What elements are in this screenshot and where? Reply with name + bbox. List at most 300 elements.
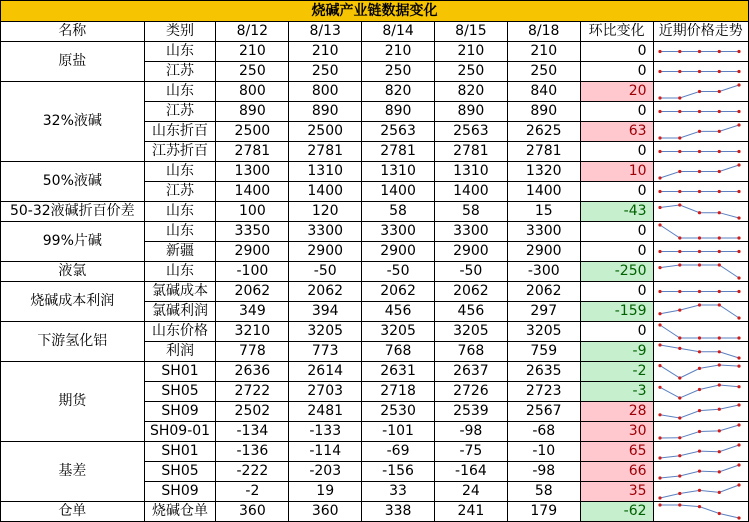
sparkline-point [737,123,740,126]
sparkline-point [678,136,681,139]
sparkline-point [658,150,661,153]
value-cell: 210 [434,42,507,62]
sparkline-point [658,250,661,253]
value-cell: 210 [507,42,580,62]
sparkline-point [658,223,661,226]
trend-sparkline-cell [653,502,748,522]
value-cell: 349 [216,302,289,322]
value-cell: 210 [216,42,289,62]
sparkline-point [658,503,661,506]
trend-sparkline [654,462,745,481]
change-cell: 10 [580,162,653,182]
change-cell: 0 [580,42,653,62]
sparkline-point [658,136,661,139]
value-cell: 210 [289,42,362,62]
value-cell: -203 [289,462,362,482]
category-cell: 江苏折百 [144,142,216,162]
change-cell: -159 [580,302,653,322]
sparkline-point [678,110,681,113]
trend-sparkline-cell [653,322,748,342]
change-cell: 0 [580,222,653,242]
sparkline-point [658,386,661,389]
header-date: 8/18 [507,22,580,42]
sparkline-point [697,367,700,370]
trend-sparkline-cell [653,362,748,382]
sparkline-point [678,150,681,153]
sparkline-point [737,463,740,466]
category-cell: SH09-01 [144,422,216,442]
value-cell: 2900 [434,242,507,262]
value-cell: 2636 [216,362,289,382]
sparkline-point [717,150,720,153]
sparkline-point [697,336,700,339]
sparkline-point [678,309,681,312]
sparkline-point [678,376,681,379]
sparkline-point [658,343,661,346]
sparkline-point [717,350,720,353]
sparkline-point [658,176,661,179]
sparkline-point [697,90,700,93]
sparkline-point [717,236,720,239]
category-cell: 氯碱成本 [144,282,216,302]
sparkline-point [678,347,681,350]
value-cell: 250 [362,62,435,82]
value-cell: 24 [434,482,507,502]
change-cell: 30 [580,422,653,442]
value-cell: 2062 [362,282,435,302]
category-cell: 江苏 [144,62,216,82]
value-cell: 778 [216,342,289,362]
sparkline-point [658,312,661,315]
header-row [1,22,749,42]
sparkline-point [717,491,720,494]
sparkline-point [717,130,720,133]
header-change: 环比变化 [580,22,653,42]
value-cell: 2625 [507,122,580,142]
trend-sparkline-cell [653,402,748,422]
sparkline-point [737,250,740,253]
trend-sparkline-cell [653,282,748,302]
sparkline-point [658,266,661,269]
value-cell: 820 [362,82,435,102]
sparkline-point [717,290,720,293]
value-cell: 2781 [216,142,289,162]
group-name-cell: 50-32液碱折百价差 [1,202,145,222]
sparkline-point [658,496,661,499]
change-cell: 0 [580,102,653,122]
sparkline-point [697,130,700,133]
value-cell: 1310 [434,162,507,182]
group-name-cell: 期货 [1,362,145,442]
value-cell: 2481 [289,402,362,422]
trend-sparkline [654,442,745,461]
sparkline-point [717,170,720,173]
sparkline-point [658,290,661,293]
value-cell: 33 [362,482,435,502]
category-cell: 山东 [144,42,216,62]
value-cell: 3210 [216,322,289,342]
value-cell: 360 [216,502,289,522]
change-cell: 20 [580,82,653,102]
trend-sparkline-cell [653,182,748,202]
value-cell: -68 [507,422,580,442]
value-cell: 360 [289,502,362,522]
sparkline-point [697,290,700,293]
table-row [1,362,749,382]
change-cell: -3 [580,382,653,402]
sparkline-point [697,470,700,473]
value-cell: 3300 [434,222,507,242]
trend-sparkline-cell [653,62,748,82]
sparkline-point [717,303,720,306]
sparkline-point [717,110,720,113]
value-cell: 1310 [362,162,435,182]
value-cell: -114 [289,442,362,462]
change-cell: 0 [580,322,653,342]
trend-sparkline [654,302,745,321]
value-cell: -98 [434,422,507,442]
sparkline-point [658,476,661,479]
category-cell: 山东 [144,82,216,102]
sparkline-point [737,443,740,446]
value-cell: 58 [434,202,507,222]
value-cell: 58 [362,202,435,222]
sparkline-point [658,190,661,193]
value-cell: 890 [289,102,362,122]
title-row [1,1,749,22]
value-cell: 2718 [362,382,435,402]
value-cell: 2722 [216,382,289,402]
sparkline-point [678,96,681,99]
value-cell: 2723 [507,382,580,402]
sparkline-point [658,50,661,53]
group-name-cell: 50%液碱 [1,162,145,202]
value-cell: -100 [216,262,289,282]
sparkline-point [697,110,700,113]
change-cell: -250 [580,262,653,282]
sparkline-point [697,263,700,266]
category-cell: SH09 [144,482,216,502]
sparkline-point [697,70,700,73]
sparkline-point [717,211,720,214]
value-cell: 890 [434,102,507,122]
sparkline-line [660,325,739,338]
sparkline-point [678,454,681,457]
trend-sparkline [654,182,745,201]
change-cell: 0 [580,62,653,82]
value-cell: -69 [362,442,435,462]
table-row [1,222,749,242]
value-cell: 2502 [216,402,289,422]
sparkline-point [737,403,740,406]
sparkline-point [678,290,681,293]
value-cell: 2563 [434,122,507,142]
sparkline-point [717,363,720,366]
value-cell: -50 [434,262,507,282]
category-cell: 新疆 [144,242,216,262]
change-cell: -43 [580,202,653,222]
change-cell: 0 [580,142,653,162]
sparkline-point [697,409,700,412]
sparkline-point [658,110,661,113]
sparkline-point [717,250,720,253]
sparkline-point [737,483,740,486]
group-name-cell: 烧碱成本利润 [1,282,145,322]
value-cell: 2062 [289,282,362,302]
sparkline-point [678,336,681,339]
value-cell: -136 [216,442,289,462]
value-cell: 890 [362,102,435,122]
sparkline-point [678,474,681,477]
sparkline-point [717,512,720,515]
value-cell: -300 [507,262,580,282]
category-cell: 氯碱利润 [144,302,216,322]
category-cell: SH01 [144,442,216,462]
value-cell: 2062 [507,282,580,302]
value-cell: 250 [216,62,289,82]
sparkline-point [678,203,681,206]
category-cell: 江苏 [144,182,216,202]
sparkline-line [660,385,739,398]
value-cell: -156 [362,462,435,482]
sparkline-point [678,250,681,253]
value-cell: 2781 [362,142,435,162]
sparkline-point [737,70,740,73]
trend-sparkline-cell [653,42,748,62]
table-row [1,322,749,342]
group-name-cell: 32%液碱 [1,82,145,162]
sparkline-point [737,150,740,153]
table-row [1,82,749,102]
value-cell: 2726 [434,382,507,402]
sparkline-point [697,489,700,492]
value-cell: 2781 [434,142,507,162]
sparkline-point [717,383,720,386]
trend-sparkline-cell [653,262,748,282]
category-cell: 山东 [144,162,216,182]
sparkline-point [717,190,720,193]
value-cell: 2500 [289,122,362,142]
sparkline-point [678,416,681,419]
value-cell: 2500 [216,122,289,142]
change-cell: 63 [580,122,653,142]
value-cell: -98 [507,462,580,482]
table-row [1,262,749,282]
value-cell: 2563 [362,122,435,142]
sparkline-point [658,364,661,367]
group-name-cell: 基差 [1,442,145,502]
trend-sparkline-cell [653,462,748,482]
value-cell: 456 [362,302,435,322]
trend-sparkline [654,322,745,341]
trend-sparkline [654,422,745,441]
value-cell: -2 [216,482,289,502]
trend-sparkline [654,242,745,261]
trend-sparkline-cell [653,122,748,142]
group-name-cell: 下游氢化铝 [1,322,145,362]
sparkline-point [697,450,700,453]
value-cell: 1400 [434,182,507,202]
change-cell: 0 [580,282,653,302]
sparkline-point [697,190,700,193]
group-name-cell: 仓单 [1,502,145,522]
value-cell: 2635 [507,362,580,382]
value-cell: 3300 [507,222,580,242]
value-cell: 3205 [434,322,507,342]
sparkline-point [737,423,740,426]
trend-sparkline [654,122,745,141]
value-cell: 1310 [289,162,362,182]
trend-sparkline [654,382,745,401]
header-date: 8/14 [362,22,435,42]
category-cell: 利润 [144,342,216,362]
value-cell: 890 [216,102,289,122]
value-cell: 456 [434,302,507,322]
sparkline-point [717,70,720,73]
sparkline-point [717,408,720,411]
trend-sparkline [654,502,745,521]
value-cell: 820 [434,82,507,102]
sparkline-point [678,263,681,266]
trend-sparkline-cell [653,142,748,162]
value-cell: 773 [289,342,362,362]
sparkline-point [697,388,700,391]
change-cell: -62 [580,502,653,522]
sparkline-point [678,50,681,53]
trend-sparkline-cell [653,302,748,322]
value-cell: 890 [507,102,580,122]
value-cell: 3300 [362,222,435,242]
trend-sparkline-cell [653,442,748,462]
sparkline-point [737,276,740,279]
group-name-cell: 99%片碱 [1,222,145,262]
header-date: 8/13 [289,22,362,42]
change-cell: 35 [580,482,653,502]
value-cell: 2530 [362,402,435,422]
value-cell: -164 [434,462,507,482]
header-date: 8/12 [216,22,289,42]
sparkline-point [737,336,740,339]
sparkline-point [717,263,720,266]
table-row [1,282,749,302]
sparkline-point [678,396,681,399]
category-cell: SH05 [144,462,216,482]
trend-sparkline [654,62,745,81]
table-row [1,502,749,522]
change-cell: -2 [580,362,653,382]
trend-sparkline-cell [653,162,748,182]
sparkline-point [737,50,740,53]
trend-sparkline-cell [653,422,748,442]
value-cell: 2631 [362,362,435,382]
sparkline-point [697,211,700,214]
header-category: 类别 [144,22,216,42]
value-cell: 2539 [434,402,507,422]
sparkline-point [737,356,740,359]
value-cell: -133 [289,422,362,442]
trend-sparkline-cell [653,382,748,402]
value-cell: 1400 [362,182,435,202]
sparkline-point [737,83,740,86]
table-row [1,162,749,182]
value-cell: 800 [289,82,362,102]
category-cell: SH09 [144,402,216,422]
value-cell: 250 [434,62,507,82]
sparkline-point [697,505,700,508]
sparkline-line [660,265,739,278]
value-cell: -10 [507,442,580,462]
category-cell: SH05 [144,382,216,402]
sparkline-point [697,236,700,239]
category-cell: 山东 [144,222,216,242]
value-cell: 2781 [507,142,580,162]
trend-sparkline [654,42,745,61]
trend-sparkline [654,162,745,181]
value-cell: 210 [362,42,435,62]
sparkline-point [697,303,700,306]
group-name-cell: 液氯 [1,262,145,282]
sparkline-point [678,503,681,506]
trend-sparkline-cell [653,102,748,122]
change-cell: 65 [580,442,653,462]
sparkline-point [737,516,740,519]
value-cell: 3205 [362,322,435,342]
sparkline-point [737,190,740,193]
sparkline-point [697,50,700,53]
value-cell: -222 [216,462,289,482]
sparkline-point [658,456,661,459]
trend-sparkline [654,362,745,381]
category-cell: 山东 [144,202,216,222]
value-cell: 2900 [216,242,289,262]
sparkline-point [717,450,720,453]
value-cell: 2900 [289,242,362,262]
category-cell: 山东价格 [144,322,216,342]
trend-sparkline [654,402,745,421]
value-cell: -134 [216,422,289,442]
sparkline-point [658,413,661,416]
sparkline-point [678,236,681,239]
trend-sparkline-cell [653,222,748,242]
sparkline-point [737,163,740,166]
sparkline-point [717,336,720,339]
sparkline-point [717,90,720,93]
sparkline-line [660,305,739,318]
value-cell: 297 [507,302,580,322]
value-cell: 3300 [289,222,362,242]
sparkline-point [697,250,700,253]
change-cell: -9 [580,342,653,362]
category-cell: SH01 [144,362,216,382]
value-cell: -75 [434,442,507,462]
value-cell: 2567 [507,402,580,422]
sparkline-point [737,316,740,319]
change-cell: 0 [580,242,653,262]
value-cell: -101 [362,422,435,442]
value-cell: -50 [362,262,435,282]
value-cell: 250 [289,62,362,82]
value-cell: 241 [434,502,507,522]
sparkline-point [658,323,661,326]
group-name-cell: 原盐 [1,42,145,82]
category-cell: 烧碱仓单 [144,502,216,522]
header-trend: 近期价格走势 [653,22,748,42]
sparkline-point [737,216,740,219]
sparkline-point [678,70,681,73]
value-cell: 2900 [362,242,435,262]
trend-sparkline [654,342,745,361]
sparkline-point [697,430,700,433]
